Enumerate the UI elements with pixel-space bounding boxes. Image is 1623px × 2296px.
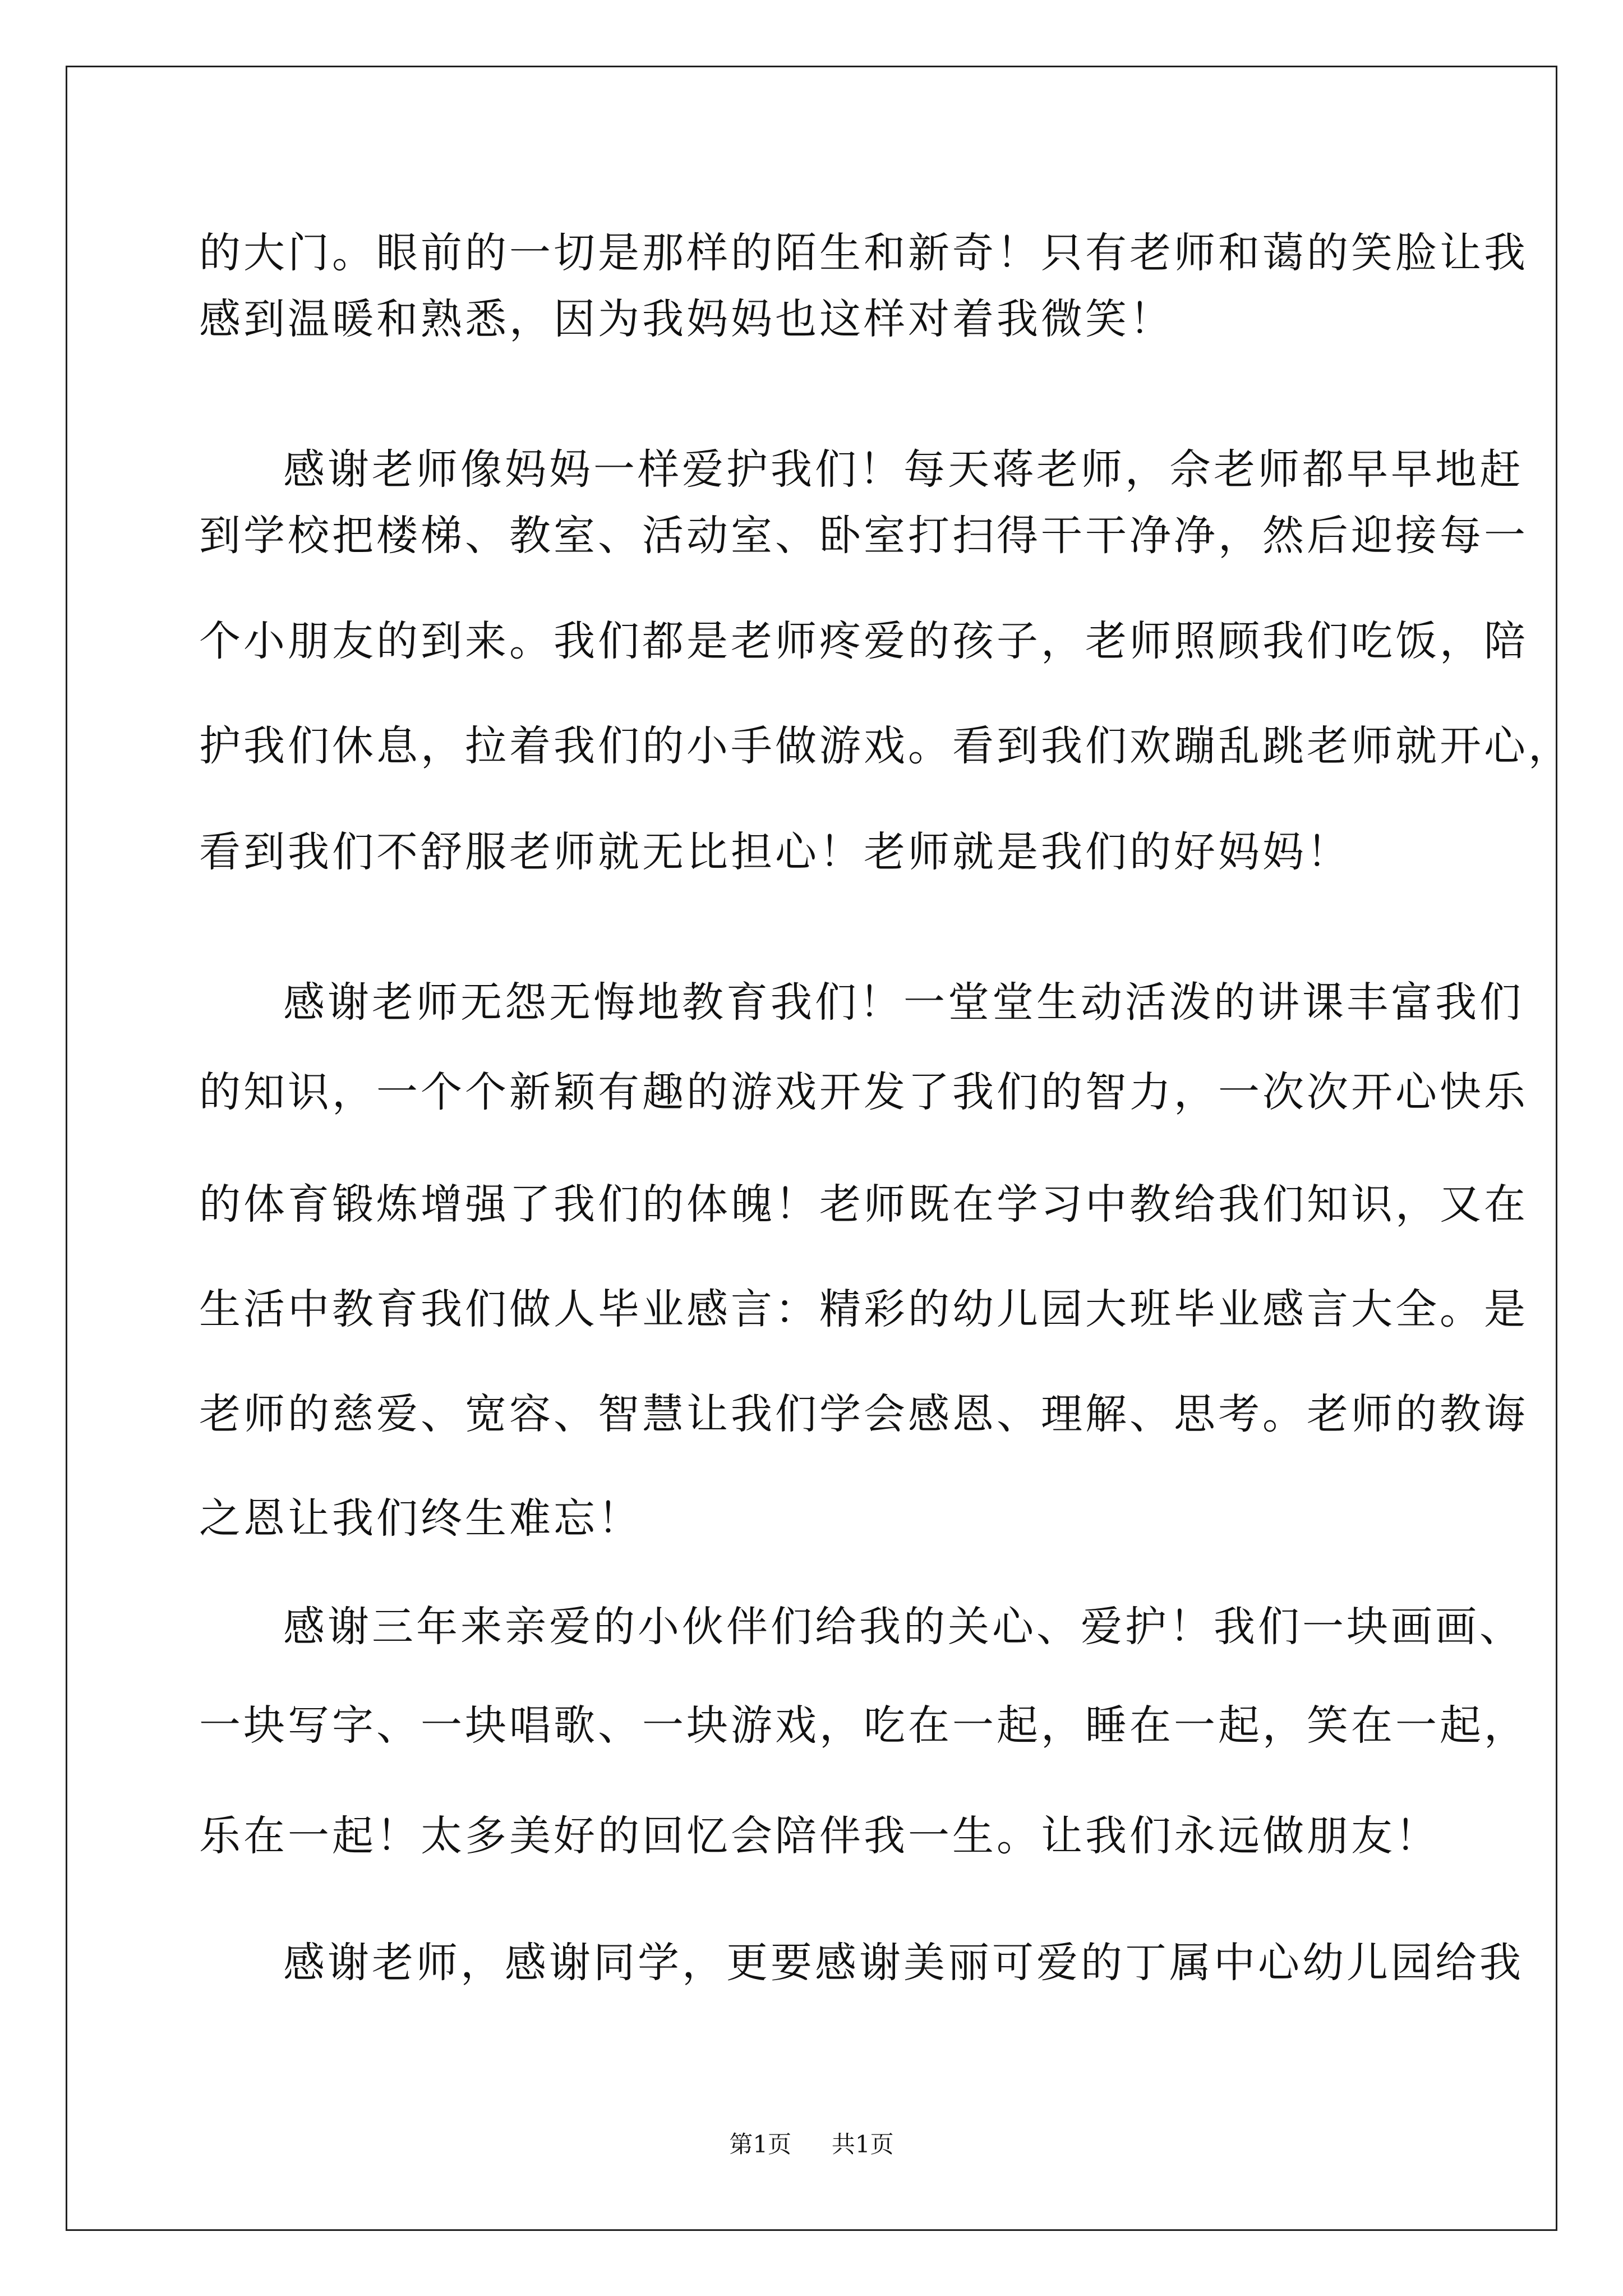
- text-line: 感到温暖和熟悉，因为我妈妈也这样对着我微笑！: [199, 295, 1174, 343]
- page-footer: [0, 2133, 1623, 2156]
- text-line: 老师的慈爱、宽容、智慧让我们学会感恩、理解、思考。老师的教诲: [199, 1390, 1528, 1438]
- text-line: 看到我们不舒服老师就无比担心！老师就是我们的好妈妈！: [199, 828, 1351, 876]
- text-line: 一块写字、一块唱歌、一块游戏，吃在一起，睡在一起，笑在一起，: [199, 1701, 1528, 1750]
- page-total: 共1页: [831, 2131, 894, 2158]
- text-line: 之恩让我们终生难忘！: [199, 1494, 642, 1543]
- text-line: 的大门。眼前的一切是那样的陌生和新奇！只有老师和蔼的笑脸让我: [199, 229, 1528, 277]
- text-line: 乐在一起！太多美好的回忆会陪伴我一生。让我们永远做朋友！: [199, 1812, 1440, 1860]
- paragraph-first-line: 感谢老师，感谢同学，更要感谢美丽可爱的丁属中心幼儿园给我: [283, 1939, 1524, 1987]
- text-line: 的体育锻炼增强了我们的体魄！老师既在学习中教给我们知识，又在: [199, 1180, 1528, 1228]
- text-line: 护我们休息，拉着我们的小手做游戏。看到我们欢蹦乱跳老师就开心，: [199, 722, 1573, 770]
- paragraph-first-line: 感谢老师无怨无悔地教育我们！一堂堂生动活泼的讲课丰富我们: [283, 978, 1524, 1027]
- text-line: 的知识，一个个新颖有趣的游戏开发了我们的智力，一次次开心快乐: [199, 1068, 1528, 1116]
- text-line: 个小朋友的到来。我们都是老师疼爱的孩子，老师照顾我们吃饭，陪: [199, 617, 1528, 665]
- text-line: 到学校把楼梯、教室、活动室、卧室打扫得干干净净，然后迎接每一: [199, 512, 1528, 560]
- page-number: 第1页: [729, 2131, 792, 2158]
- page-border: [66, 66, 1573, 2231]
- paragraph-first-line: 感谢老师像妈妈一样爱护我们！每天蒋老师，佘老师都早早地赶: [283, 445, 1524, 494]
- paragraph-first-line: 感谢三年来亲爱的小伙伴们给我的关心、爱护！我们一块画画、: [283, 1603, 1524, 1651]
- text-line: 生活中教育我们做人毕业感言：精彩的幼儿园大班毕业感言大全。是: [199, 1285, 1528, 1333]
